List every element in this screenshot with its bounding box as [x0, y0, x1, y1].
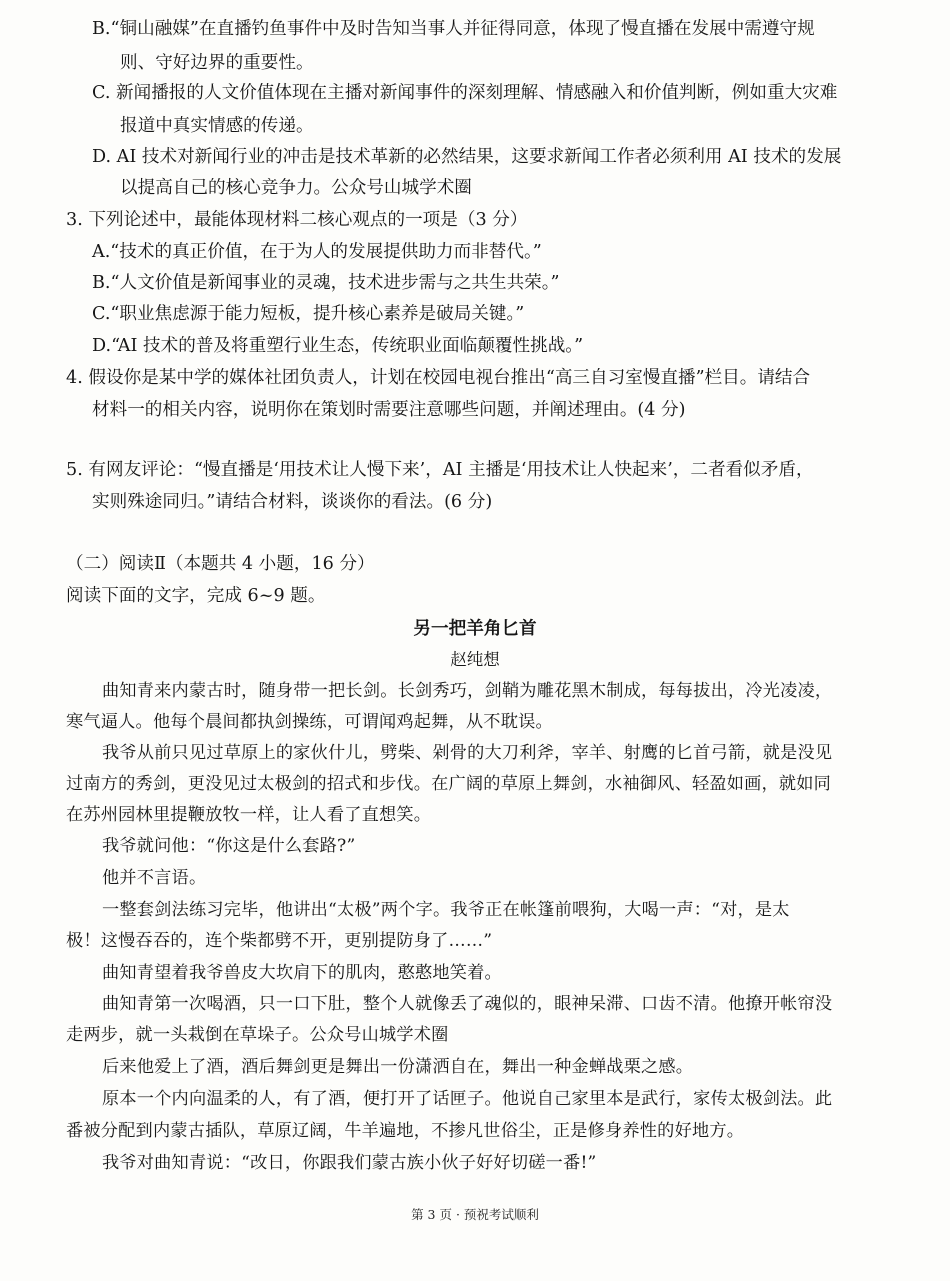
q3-option-a: A.“技术的真正价值，在于为人的发展提供助力而非替代。” [92, 242, 542, 262]
q2-option-d-line1: D. AI 技术对新闻行业的冲击是技术革新的必然结果，这要求新闻工作者必须利用 AI 技术的发展 [92, 147, 842, 167]
story-line: 番被分配到内蒙古插队，草原辽阔，牛羊遍地，不掺凡世俗尘，正是修身养性的好地方。 [66, 1121, 745, 1141]
story-line: 我爷对曲知青说：“改日，你跟我们蒙古族小伙子好好切磋一番!” [102, 1153, 597, 1173]
section-instruction: 阅读下面的文字，完成 6~9 题。 [66, 586, 326, 606]
q2-option-c-line2: 报道中真实情感的传递。 [120, 116, 314, 136]
story-line: 我爷就问他：“你这是什么套路?” [102, 836, 356, 856]
story-line: 他并不言语。 [102, 868, 207, 888]
story-line: 我爷从前只见过草原上的家伙什儿，劈柴、剁骨的大刀利斧，宰羊、射鹰的匕首弓箭，就是没见 [102, 743, 833, 763]
story-line: 极！这慢吞吞的，连个柴都劈不开，更别提防身了……” [66, 931, 493, 951]
q5-line2: 实则殊途同归。”请结合材料，谈谈你的看法。(6 分) [92, 492, 493, 512]
story-line: 曲知青来内蒙古时，随身带一把长剑。长剑秀巧，剑鞘为雕花黑木制成，每每拔出，冷光凌凌， [102, 681, 833, 701]
story-line: 走两步，就一头栽倒在草垛子。公众号山城学术圈 [66, 1025, 449, 1045]
q2-option-c-line1: C. 新闻播报的人文价值体现在主播对新闻事件的深刻理解、情感融入和价值判断，例如重大灾难 [92, 83, 838, 103]
story-line: 后来他爱上了酒，酒后舞剑更是舞出一份潇洒自在，舞出一种金蝉战栗之感。 [102, 1057, 694, 1077]
q4-line1: 4. 假设你是某中学的媒体社团负责人，计划在校园电视台推出“高三自习室慢直播”栏目。请结合 [66, 368, 811, 388]
story-line: 寒气逼人。他每个晨间都执剑操练，可谓闻鸡起舞，从不耽误。 [66, 712, 553, 732]
q3-option-d: D.“AI 技术的普及将重塑行业生态，传统职业面临颠覆性挑战。” [92, 336, 584, 356]
story-line: 原本一个内向温柔的人，有了酒，便打开了话匣子。他说自己家里本是武行，家传太极剑法。此 [102, 1089, 833, 1109]
q2-option-d-line2: 以提高自己的核心竞争力。公众号山城学术圈 [120, 178, 472, 198]
q2-option-b-line2: 则、守好边界的重要性。 [120, 53, 314, 73]
story-line: 一整套剑法练习完毕，他讲出“太极”两个字。我爷正在帐篷前喂狗，大喝一声：“对，是太 [102, 900, 790, 920]
section-heading: （二）阅读Ⅱ（本题共 4 小题，16 分） [66, 554, 375, 574]
q5-line1: 5. 有网友评论：“慢直播是‘用技术让人慢下来’，AI 主播是‘用技术让人快起来’，二者看似矛盾， [66, 460, 814, 480]
q2-option-b-line1: B.“铜山融媒”在直播钓鱼事件中及时告知当事人并征得同意，体现了慢直播在发展中需遵守规 [92, 19, 815, 39]
q4-line2: 材料一的相关内容，说明你在策划时需要注意哪些问题，并阐述理由。(4 分) [92, 400, 686, 420]
q3-option-c: C.“职业焦虑源于能力短板，提升核心素养是破局关键。” [92, 304, 525, 324]
story-author: 赵纯想 [450, 650, 500, 669]
story-title: 另一把羊角匕首 [413, 618, 537, 639]
page-footer: 第 3 页 · 预祝考试顺利 [411, 1207, 539, 1222]
story-line: 曲知青望着我爷兽皮大坎肩下的肌肉，憨憨地笑着。 [102, 963, 502, 983]
q3-option-b: B.“人文价值是新闻事业的灵魂，技术进步需与之共生共荣。” [92, 273, 560, 293]
q3-stem: 3. 下列论述中，最能体现材料二核心观点的一项是（3 分） [66, 210, 528, 230]
story-line: 曲知青第一次喝酒，只一口下肚，整个人就像丢了魂似的，眼神呆滞、口齿不清。他撩开帐帘没 [102, 994, 833, 1014]
story-line: 过南方的秀剑，更没见过太极剑的招式和步伐。在广阔的草原上舞剑，水袖御风、轻盈如画，就如同 [66, 774, 832, 794]
story-line: 在苏州园林里提鞭放牧一样，让人看了直想笑。 [66, 805, 432, 825]
